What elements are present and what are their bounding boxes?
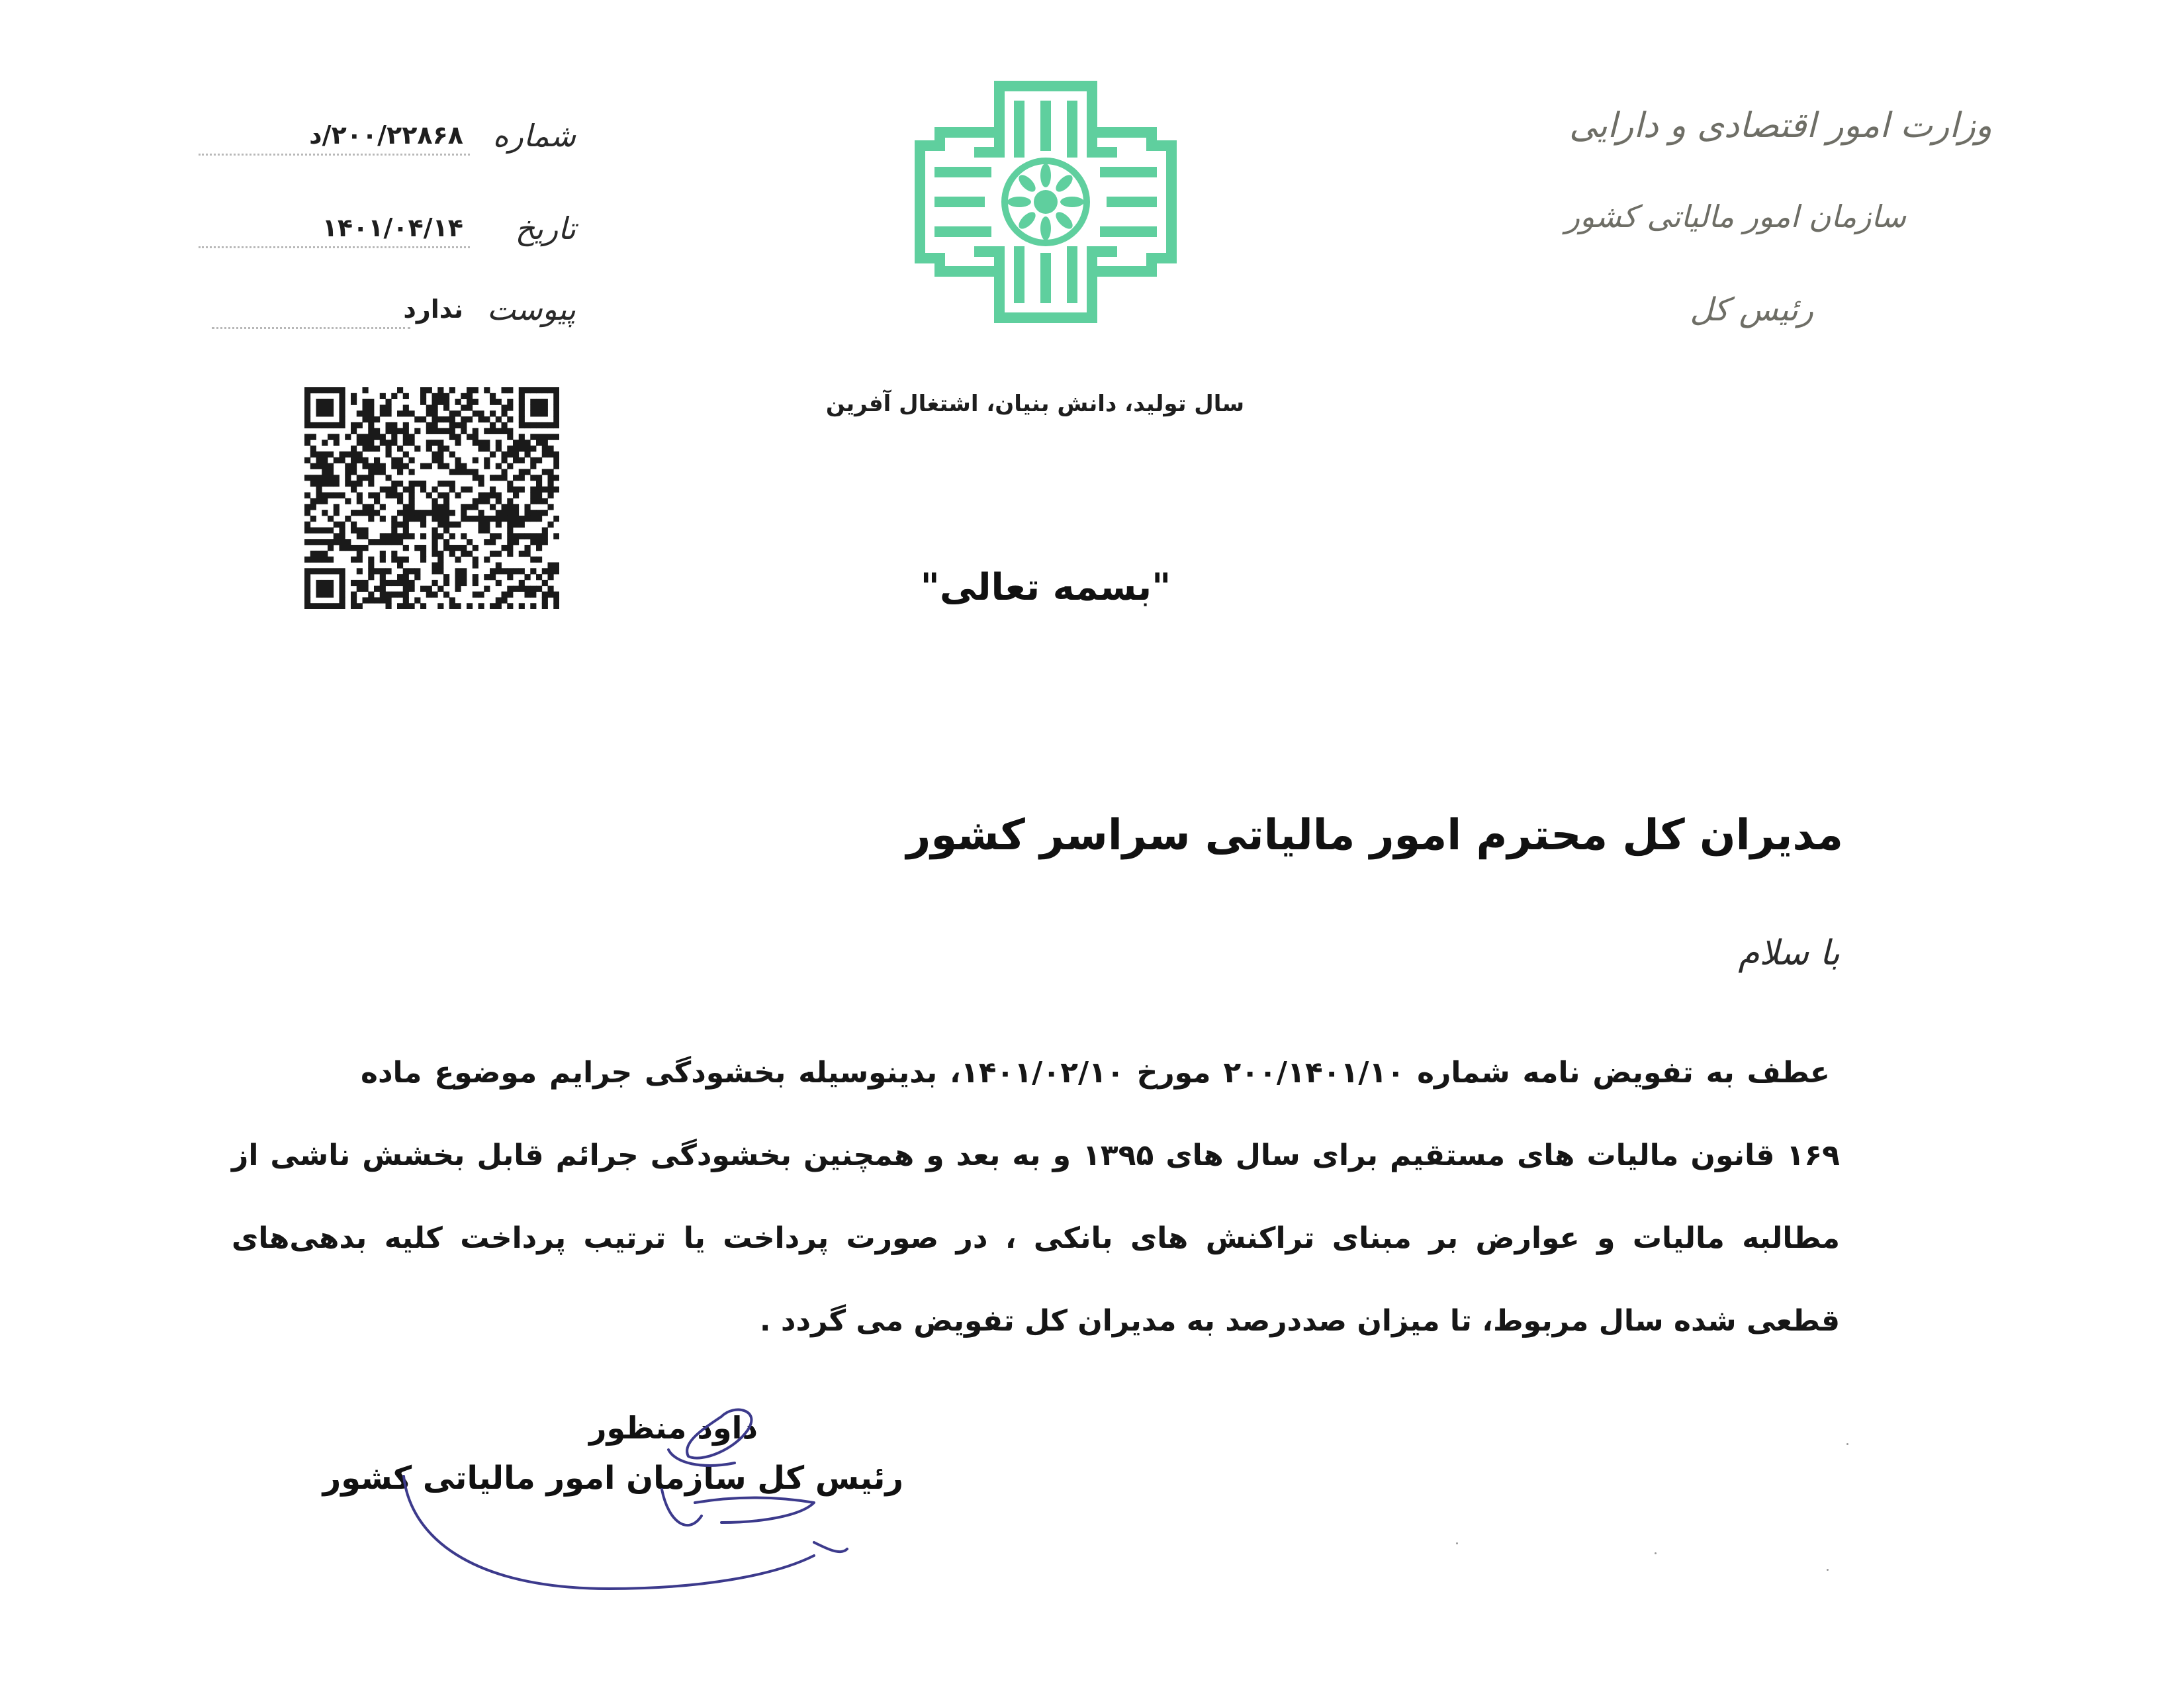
number-rule	[199, 154, 470, 156]
signatory-name: داود منظور	[589, 1410, 758, 1446]
body-line-3: مطالبه مالیات و عوارض بر مبنای تراکنش های بانکی ، در صورت پرداخت یا ترتیب پرداخت کلیه بدهی‌های	[232, 1221, 1840, 1255]
attachment-label: پیوست	[486, 291, 576, 327]
body-line-2: ۱۶۹ قانون مالیات های مستقیم برای سال های ۱۳۹۵ و به بعد و همچنین بخشودگی جرائم قابل بخشش ناشی از	[232, 1139, 1840, 1172]
date-rule	[199, 246, 470, 248]
signatory-title: رئیس کل سازمان امور مالیاتی کشور	[322, 1460, 903, 1497]
letterhead-organization: سازمان امور مالیاتی کشور	[1565, 199, 1906, 234]
tax-organization-emblem	[913, 79, 1178, 324]
letterhead-ministry: وزارت امور اقتصادی و دارایی	[1569, 106, 1992, 146]
scan-speck	[1655, 1552, 1657, 1554]
attachment-value: ندارد	[403, 295, 463, 324]
letter-date: ۱۴۰۱/۰۴/۱۴	[322, 213, 463, 242]
scan-speck	[1846, 1443, 1848, 1445]
letterhead-head: رئیس کل	[1690, 291, 1813, 328]
recipient-title: مدیران کل محترم امور مالیاتی سراسر کشور	[906, 811, 1843, 860]
scan-speck	[1456, 1542, 1458, 1544]
date-label: تاریخ	[515, 211, 576, 246]
qr-code	[304, 387, 559, 609]
invocation: "بسمه تعالی"	[920, 566, 1171, 609]
scan-speck	[1827, 1569, 1829, 1571]
number-label: شماره	[492, 118, 576, 154]
handwritten-signature	[390, 1390, 920, 1602]
body-line-4: قطعی شده سال مربوط، تا میزان صددرصد به مدیران کل تفویض می گردد .	[759, 1304, 1840, 1338]
year-motto: سال تولید، دانش بنیان، اشتغال آفرین	[825, 391, 1244, 417]
letter-number: ۲۰۰/۲۲۸۶۸/د	[309, 120, 463, 150]
body-line-1: عطف به تفویض نامه شماره ۲۰۰/۱۴۰۱/۱۰ مورخ ۱۴۰۱/۰۲/۱۰، بدینوسیله بخشودگی جرایم موضوع ماده	[361, 1056, 1830, 1090]
greeting: با سلام	[1738, 933, 1840, 973]
attachment-rule	[212, 327, 410, 329]
